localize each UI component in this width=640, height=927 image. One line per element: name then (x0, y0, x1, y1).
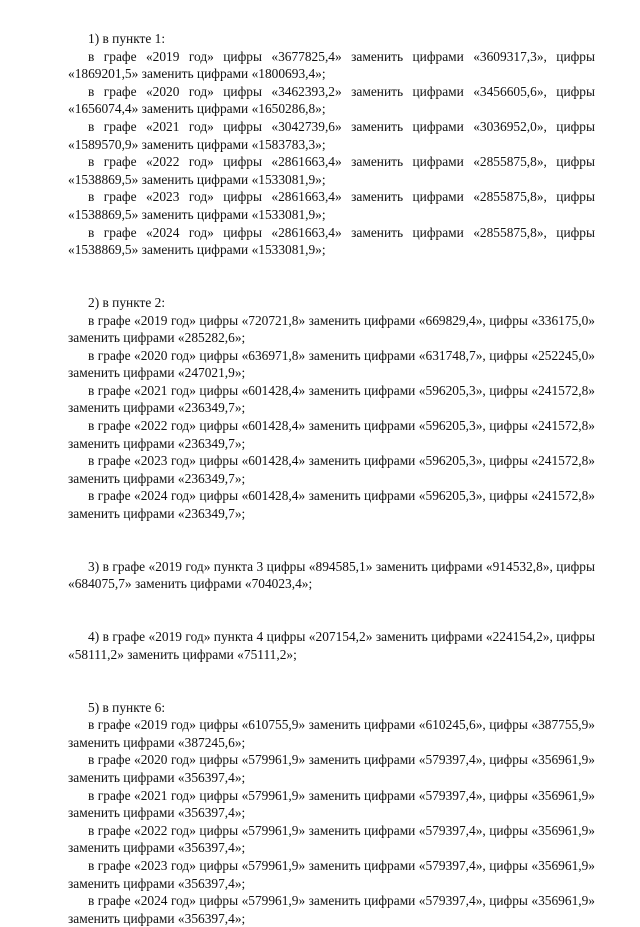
paragraph: в графе «2022 год» цифры «579961,9» заменить цифрами «579397,4», цифры «356961,9» заменить цифрами «356397,4»; (68, 822, 595, 856)
paragraph: в графе «2019 год» цифры «720721,8» заменить цифрами «669829,4», цифры «336175,0» заменить цифрами «285282,6»; (68, 312, 595, 346)
spacer (68, 681, 595, 699)
paragraph: в графе «2019 год» цифры «3677825,4» заменить цифрами «3609317,3», цифры «1869201,5» заменить цифрами «1800693,4»; (68, 48, 595, 82)
section-item-2 (68, 294, 595, 523)
document-page (68, 30, 595, 927)
paragraph: в графе «2021 год» цифры «579961,9» заменить цифрами «579397,4», цифры «356961,9» заменить цифрами «356397,4»; (68, 787, 595, 821)
paragraph: в графе «2024 год» цифры «579961,9» заменить цифрами «579397,4», цифры «356961,9» заменить цифрами «356397,4»; (68, 893, 595, 926)
spacer (68, 611, 595, 629)
section-title: 5) в пункте 6: (88, 699, 166, 715)
paragraph: 3) в графе «2019 год» пункта 3 цифры «894585,1» заменить цифрами «914532,8», цифры «684075,7» заменить цифрами «704023,4»; (68, 558, 595, 592)
paragraph: в графе «2024 год» цифры «2861663,4» заменить цифрами «2855875,8», цифры «1538869,5» заменить цифрами «1533081,9»; (68, 224, 595, 258)
paragraph: в графе «2023 год» цифры «2861663,4» заменить цифрами «2855875,8», цифры «1538869,5» заменить цифрами «1533081,9»; (68, 189, 595, 222)
spacer (68, 540, 595, 558)
paragraph: в графе «2020 год» цифры «579961,9» заменить цифрами «579397,4», цифры «356961,9» заменить цифрами «356397,4»; (68, 752, 595, 785)
section-item-3 (68, 558, 595, 593)
paragraph: в графе «2022 год» цифры «2861663,4» заменить цифрами «2855875,8», цифры «1538869,5» заменить цифрами «1533081,9»; (68, 154, 595, 187)
paragraph: в графе «2020 год» цифры «636971,8» заменить цифрами «631748,7», цифры «252245,0» заменить цифрами «247021,9»; (68, 347, 595, 381)
paragraph: в графе «2023 год» цифры «579961,9» заменить цифрами «579397,4», цифры «356961,9» заменить цифрами «356397,4»; (68, 857, 595, 891)
spacer (68, 523, 595, 541)
section-title: 1) в пункте 1: (88, 31, 166, 46)
section-item-1 (68, 30, 595, 259)
paragraph: в графе «2023 год» цифры «601428,4» заменить цифрами «596205,3», цифры «241572,8» заменить цифрами «236349,7»; (68, 453, 595, 486)
section-title: 2) в пункте 2: (88, 294, 166, 310)
paragraph: в графе «2024 год» цифры «601428,4» заменить цифрами «596205,3», цифры «241572,8» заменить цифрами «236349,7»; (68, 488, 595, 522)
section-item-5 (68, 699, 595, 927)
paragraph: в графе «2021 год» цифры «601428,4» заменить цифрами «596205,3», цифры «241572,8» заменить цифрами «236349,7»; (68, 382, 595, 416)
paragraph: в графе «2019 год» цифры «610755,9» заменить цифрами «610245,6», цифры «387755,9» заменить цифрами «387245,6»; (68, 717, 595, 750)
paragraph: 4) в графе «2019 год» пункта 4 цифры «207154,2» заменить цифрами «224154,2», цифры «58111,2» заменить цифрами «75111,2»; (68, 629, 595, 662)
paragraph: в графе «2020 год» цифры «3462393,2» заменить цифрами «3456605,6», цифры «1656074,4» заменить цифрами «1650286,8»; (68, 83, 595, 117)
spacer (68, 593, 595, 611)
paragraph: в графе «2022 год» цифры «601428,4» заменить цифрами «596205,3», цифры «241572,8» заменить цифрами «236349,7»; (68, 418, 595, 451)
spacer (68, 259, 595, 277)
section-item-4 (68, 628, 595, 663)
paragraph: в графе «2021 год» цифры «3042739,6» заменить цифрами «3036952,0», цифры «1589570,9» заменить цифрами «1583783,3»; (68, 118, 595, 152)
spacer (68, 663, 595, 681)
spacer (68, 276, 595, 294)
